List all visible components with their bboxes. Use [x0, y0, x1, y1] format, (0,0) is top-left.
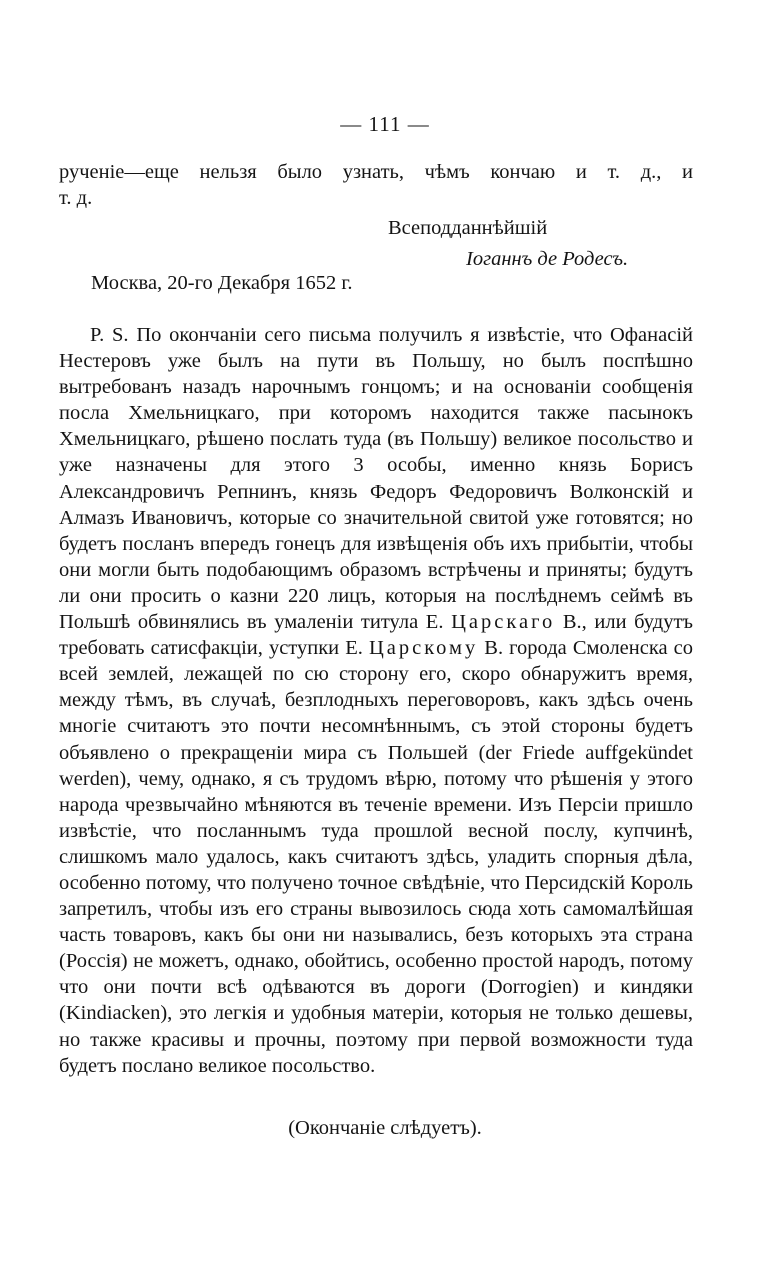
- signature-title: Всеподданнѣйшій: [388, 217, 548, 239]
- signature-name: Іоганнъ де Родесъ.: [466, 248, 629, 270]
- place-date: Москва, 20-го Декабря 1652 г.: [91, 272, 353, 294]
- postscript-text-part-3: В. города Смоленска со всей землей, лежащей по сю сторону его, скоро обнаружитъ время, между тѣмъ, въ случаѣ, безплодныхъ переговоровъ, какъ здѣсь очень многіе считаютъ это почти несомнѣннымъ, съ этой стороны будетъ объявлено о прекращеніи мира съ Польшей (der Friede auffgekündet werden), чему, однако, я съ трудомъ вѣрю, потому что рѣшенія у этого народа чрезвычайно мѣняются въ теченіе времени. Изъ Персіи пришло извѣстіе, что посланнымъ туда прошлой весной послу, купчинѣ, слишкомъ мало удалось, какъ считаютъ здѣсь, уладить спорныя дѣла, особенно потому, что получено точное свѣдѣніе, что Персидскій Король запретилъ, чтобы изъ его страны вывозилось сюда хоть самомалѣйшая часть товаровъ, какъ бы они ни назывались, безъ которыхъ эта страна (Россія) не можетъ, однако, обойтись, особенно простой народъ, потому что они почти всѣ одѣваются въ дороги (Dorrogien) и киндяки (Kindiacken), это легкія и удобныя матеріи, которыя не только дешевы, но также красивы и прочны, поэтому при первой возможности туда будетъ послано великое посольство.: [59, 637, 694, 1077]
- spaced-word-tsarskago: Царскаго: [451, 611, 556, 634]
- continued-line-2: т. д.: [59, 187, 93, 210]
- postscript-text-part-2: В., или будутъ требовать сатисфакціи, уступки Е.: [59, 611, 693, 660]
- continued-line-1: рученіе—еще нельзя было узнать, чѣмъ кончаю и т. д., и: [59, 161, 693, 183]
- continued-paragraph: [59, 159, 693, 211]
- postscript-text-part-1: P. S. По окончаніи сего письма получилъ я извѣстіе, что Офанасій Нестеровъ уже былъ на пути въ Польшу, но былъ поспѣшно вытребованъ назадъ нарочнымъ гонцомъ; и на основаніи сообщенія посла Хмельницкаго, при которомъ находится также пасынокъ Хмельницкаго, рѣшено послать туда (въ Польшу) великое посольство и уже назначены для этого 3 особы, именно князь Борисъ Александровичъ Репнинъ, князь Федоръ Федоровичъ Волконскій и Алмазъ Ивановичъ, которые со значительной свитой уже готовятся; но будетъ посланъ впередъ гонецъ для извѣщенія объ ихъ прибытіи, чтобы они могли быть подобающимъ образомъ встрѣчены и приняты; будутъ ли они просить о казни 220 лицъ, которыя на послѣднемъ сеймѣ въ Польшѣ обвинялись въ умаленіи титула Е.: [59, 324, 693, 634]
- postscript-paragraph: [59, 322, 693, 1079]
- spaced-word-tsarskomu: Царскому: [368, 637, 479, 660]
- page-number: — 111 —: [340, 112, 430, 136]
- postscript-text: [59, 322, 693, 1079]
- to-be-continued: (Окончаніе слѣдуетъ).: [288, 1117, 482, 1139]
